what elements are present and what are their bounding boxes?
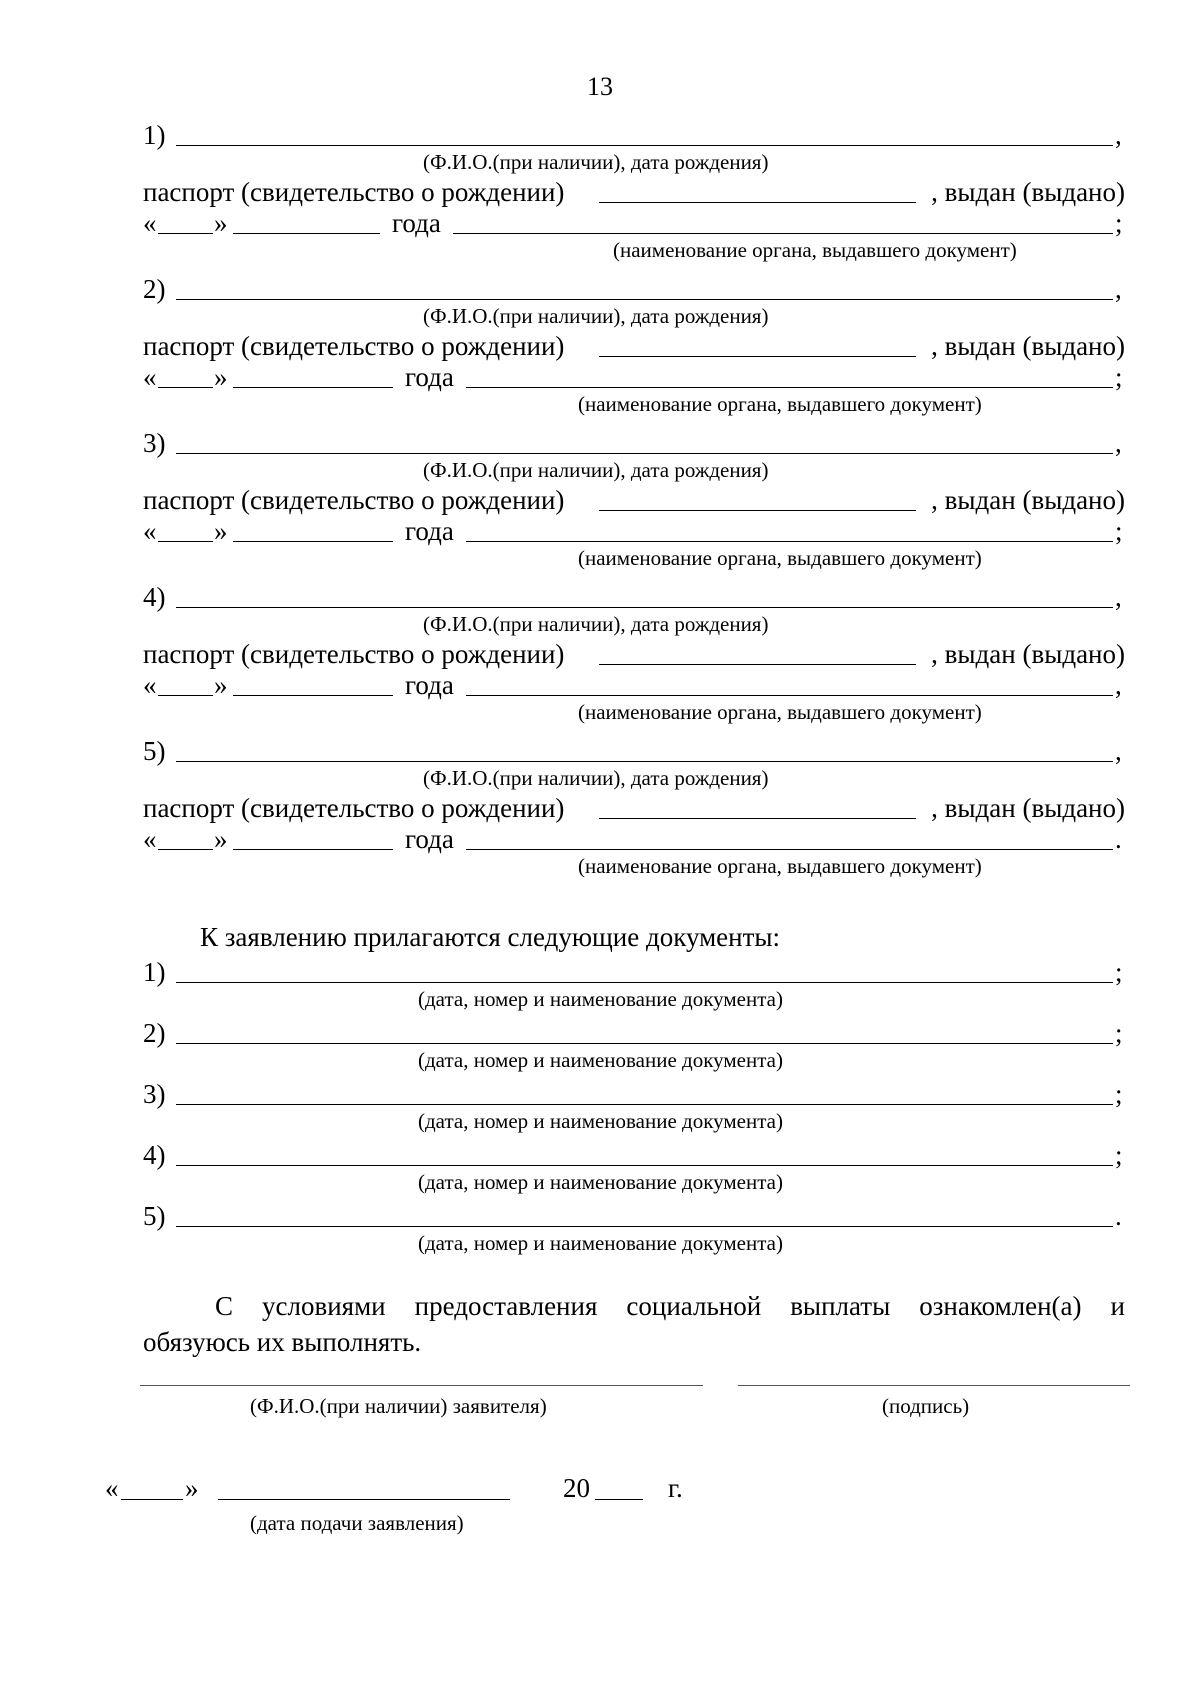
date-quote-close: » bbox=[185, 1473, 199, 1503]
signature-field[interactable] bbox=[738, 1385, 1130, 1386]
attachment-field[interactable] bbox=[176, 1226, 1113, 1227]
person-number: 5) bbox=[143, 736, 166, 766]
attachment-caption: (дата, номер и наименование документа) bbox=[418, 987, 783, 1011]
attachment-field[interactable] bbox=[176, 1043, 1113, 1044]
passport-number-field[interactable] bbox=[599, 818, 916, 819]
year-word: года bbox=[392, 208, 441, 238]
issue-month-field[interactable] bbox=[233, 387, 393, 388]
passport-label: паспорт (свидетельство о рождении) bbox=[143, 485, 565, 515]
agreement-word: С bbox=[215, 1291, 234, 1321]
submission-date-row bbox=[105, 1470, 705, 1506]
person-name-end: , bbox=[1115, 736, 1122, 766]
attachment-caption: (дата, номер и наименование документа) bbox=[418, 1048, 783, 1072]
issued-label: , выдан (выдано) bbox=[931, 177, 1125, 207]
issue-day-field[interactable] bbox=[158, 541, 213, 542]
attachment-row bbox=[143, 1016, 1125, 1050]
person-name-end: , bbox=[1115, 428, 1122, 458]
year-suffix: г. bbox=[668, 1473, 683, 1503]
passport-label: паспорт (свидетельство о рождении) bbox=[143, 793, 565, 823]
issue-row bbox=[143, 822, 1125, 856]
page-number: 13 bbox=[587, 72, 613, 101]
passport-row bbox=[143, 329, 1125, 363]
issued-label: , выдан (выдано) bbox=[931, 331, 1125, 361]
person-entry bbox=[143, 118, 1125, 272]
attachment-number: 3) bbox=[143, 1079, 166, 1109]
authority-caption: (наименование органа, выдавшего документ) bbox=[578, 546, 982, 570]
person-name-field[interactable] bbox=[176, 453, 1113, 454]
agreement-word: социальной bbox=[626, 1291, 762, 1321]
passport-row bbox=[143, 637, 1125, 671]
name-caption: (Ф.И.О.(при наличии), дата рождения) bbox=[423, 766, 769, 790]
person-name-row bbox=[143, 734, 1125, 768]
attachments-title: К заявлению прилагаются следующие документы: bbox=[200, 922, 781, 952]
agreement-word: выплаты bbox=[790, 1291, 891, 1321]
agreement-paragraph bbox=[143, 1288, 1125, 1360]
issue-row bbox=[143, 668, 1125, 702]
attachments-list bbox=[143, 955, 1125, 1260]
issue-month-field[interactable] bbox=[233, 541, 393, 542]
month-field[interactable] bbox=[218, 1499, 510, 1500]
attachment-number: 5) bbox=[143, 1201, 166, 1231]
name-caption: (Ф.И.О.(при наличии), дата рождения) bbox=[423, 150, 769, 174]
attachment-caption: (дата, номер и наименование документа) bbox=[418, 1231, 783, 1255]
attachment-entry bbox=[143, 955, 1125, 1016]
attachment-number: 1) bbox=[143, 957, 166, 987]
person-entry bbox=[143, 580, 1125, 734]
issue-row bbox=[143, 360, 1125, 394]
attachment-end: ; bbox=[1115, 1018, 1123, 1048]
person-name-row bbox=[143, 580, 1125, 614]
authority-caption: (наименование органа, выдавшего документ) bbox=[578, 392, 982, 416]
date-quote-open: « bbox=[105, 1473, 119, 1503]
day-field[interactable] bbox=[121, 1499, 183, 1500]
issue-row bbox=[143, 206, 1125, 240]
issue-quote-close: » bbox=[214, 670, 228, 700]
year-word: года bbox=[405, 516, 454, 546]
attachment-number: 4) bbox=[143, 1140, 166, 1170]
agreement-word: и bbox=[1110, 1291, 1125, 1321]
issue-day-field[interactable] bbox=[158, 233, 213, 234]
issue-quote-open: « bbox=[143, 362, 157, 392]
persons-list bbox=[143, 118, 1125, 888]
attachment-field[interactable] bbox=[176, 982, 1113, 983]
person-number: 1) bbox=[143, 120, 166, 150]
issue-quote-open: « bbox=[143, 208, 157, 238]
issuing-authority-field[interactable] bbox=[466, 387, 1113, 388]
attachment-end: ; bbox=[1115, 1140, 1123, 1170]
issuing-authority-field[interactable] bbox=[466, 541, 1113, 542]
century-text: 20 bbox=[563, 1473, 590, 1503]
name-caption: (Ф.И.О.(при наличии), дата рождения) bbox=[423, 458, 769, 482]
issue-row bbox=[143, 514, 1125, 548]
attachment-field[interactable] bbox=[176, 1104, 1113, 1105]
attachment-number: 2) bbox=[143, 1018, 166, 1048]
agreement-line-1 bbox=[143, 1288, 1125, 1324]
issue-quote-close: » bbox=[214, 516, 228, 546]
issue-month-field[interactable] bbox=[233, 233, 380, 234]
passport-row bbox=[143, 483, 1125, 517]
issue-end: . bbox=[1115, 824, 1122, 854]
attachment-entry bbox=[143, 1016, 1125, 1077]
person-name-field[interactable] bbox=[176, 607, 1113, 608]
issue-end: , bbox=[1115, 670, 1122, 700]
issue-quote-open: « bbox=[143, 516, 157, 546]
authority-caption: (наименование органа, выдавшего документ) bbox=[578, 700, 982, 724]
person-name-end: , bbox=[1115, 120, 1122, 150]
year-word: года bbox=[405, 670, 454, 700]
person-entry bbox=[143, 272, 1125, 426]
issuing-authority-field[interactable] bbox=[466, 695, 1113, 696]
person-name-field[interactable] bbox=[176, 145, 1113, 146]
attachment-field[interactable] bbox=[176, 1165, 1113, 1166]
authority-caption: (наименование органа, выдавшего документ) bbox=[613, 238, 1017, 262]
passport-label: паспорт (свидетельство о рождении) bbox=[143, 331, 565, 361]
passport-row bbox=[143, 175, 1125, 209]
attachment-row bbox=[143, 1077, 1125, 1111]
name-caption: (Ф.И.О.(при наличии), дата рождения) bbox=[423, 612, 769, 636]
person-number: 3) bbox=[143, 428, 166, 458]
person-name-field[interactable] bbox=[176, 761, 1113, 762]
issuing-authority-field[interactable] bbox=[453, 233, 1113, 234]
passport-number-field[interactable] bbox=[599, 356, 916, 357]
attachment-end: . bbox=[1115, 1201, 1122, 1231]
agreement-word: ознакомлен(а) bbox=[919, 1291, 1082, 1321]
attachment-entry bbox=[143, 1138, 1125, 1199]
issue-quote-open: « bbox=[143, 670, 157, 700]
issue-month-field[interactable] bbox=[233, 695, 393, 696]
passport-row bbox=[143, 791, 1125, 825]
attachment-end: ; bbox=[1115, 957, 1123, 987]
signature-caption: (подпись) bbox=[882, 1394, 970, 1418]
issue-quote-open: « bbox=[143, 824, 157, 854]
name-caption: (Ф.И.О.(при наличии), дата рождения) bbox=[423, 304, 769, 328]
attachment-end: ; bbox=[1115, 1079, 1123, 1109]
attachment-entry bbox=[143, 1077, 1125, 1138]
person-name-row bbox=[143, 426, 1125, 460]
issue-day-field[interactable] bbox=[158, 387, 213, 388]
submission-date-caption: (дата подачи заявления) bbox=[250, 1511, 464, 1535]
passport-label: паспорт (свидетельство о рождении) bbox=[143, 177, 565, 207]
authority-caption: (наименование органа, выдавшего документ) bbox=[578, 854, 982, 878]
passport-number-field[interactable] bbox=[599, 202, 916, 203]
attachment-row bbox=[143, 1199, 1125, 1233]
applicant-name-caption: (Ф.И.О.(при наличии) заявителя) bbox=[250, 1394, 547, 1418]
issue-end: ; bbox=[1115, 362, 1123, 392]
attachment-row bbox=[143, 1138, 1125, 1172]
attachment-row bbox=[143, 955, 1125, 989]
person-name-field[interactable] bbox=[176, 299, 1113, 300]
issue-day-field[interactable] bbox=[158, 849, 213, 850]
attachment-caption: (дата, номер и наименование документа) bbox=[418, 1109, 783, 1133]
person-number: 4) bbox=[143, 582, 166, 612]
year-field[interactable] bbox=[595, 1499, 643, 1500]
issue-end: ; bbox=[1115, 516, 1123, 546]
agreement-line-2: обязуюсь их выполнять. bbox=[143, 1327, 422, 1357]
attachment-entry bbox=[143, 1199, 1125, 1260]
agreement-word: условиями bbox=[262, 1291, 386, 1321]
person-name-row bbox=[143, 272, 1125, 306]
issue-day-field[interactable] bbox=[158, 695, 213, 696]
year-word: года bbox=[405, 362, 454, 392]
issue-quote-close: » bbox=[214, 362, 228, 392]
passport-number-field[interactable] bbox=[599, 510, 916, 511]
agreement-word: предоставления bbox=[414, 1291, 598, 1321]
person-name-row bbox=[143, 118, 1125, 152]
person-entry bbox=[143, 426, 1125, 580]
issued-label: , выдан (выдано) bbox=[931, 639, 1125, 669]
person-number: 2) bbox=[143, 274, 166, 304]
issuing-authority-field[interactable] bbox=[466, 849, 1113, 850]
person-name-end: , bbox=[1115, 274, 1122, 304]
year-word: года bbox=[405, 824, 454, 854]
passport-number-field[interactable] bbox=[599, 664, 916, 665]
issued-label: , выдан (выдано) bbox=[931, 793, 1125, 823]
issue-quote-close: » bbox=[214, 824, 228, 854]
passport-label: паспорт (свидетельство о рождении) bbox=[143, 639, 565, 669]
issue-month-field[interactable] bbox=[233, 849, 393, 850]
issue-end: ; bbox=[1115, 208, 1123, 238]
person-entry bbox=[143, 734, 1125, 888]
attachment-caption: (дата, номер и наименование документа) bbox=[418, 1170, 783, 1194]
person-name-end: , bbox=[1115, 582, 1122, 612]
issue-quote-close: » bbox=[214, 208, 228, 238]
issued-label: , выдан (выдано) bbox=[931, 485, 1125, 515]
applicant-name-field[interactable] bbox=[140, 1385, 703, 1386]
